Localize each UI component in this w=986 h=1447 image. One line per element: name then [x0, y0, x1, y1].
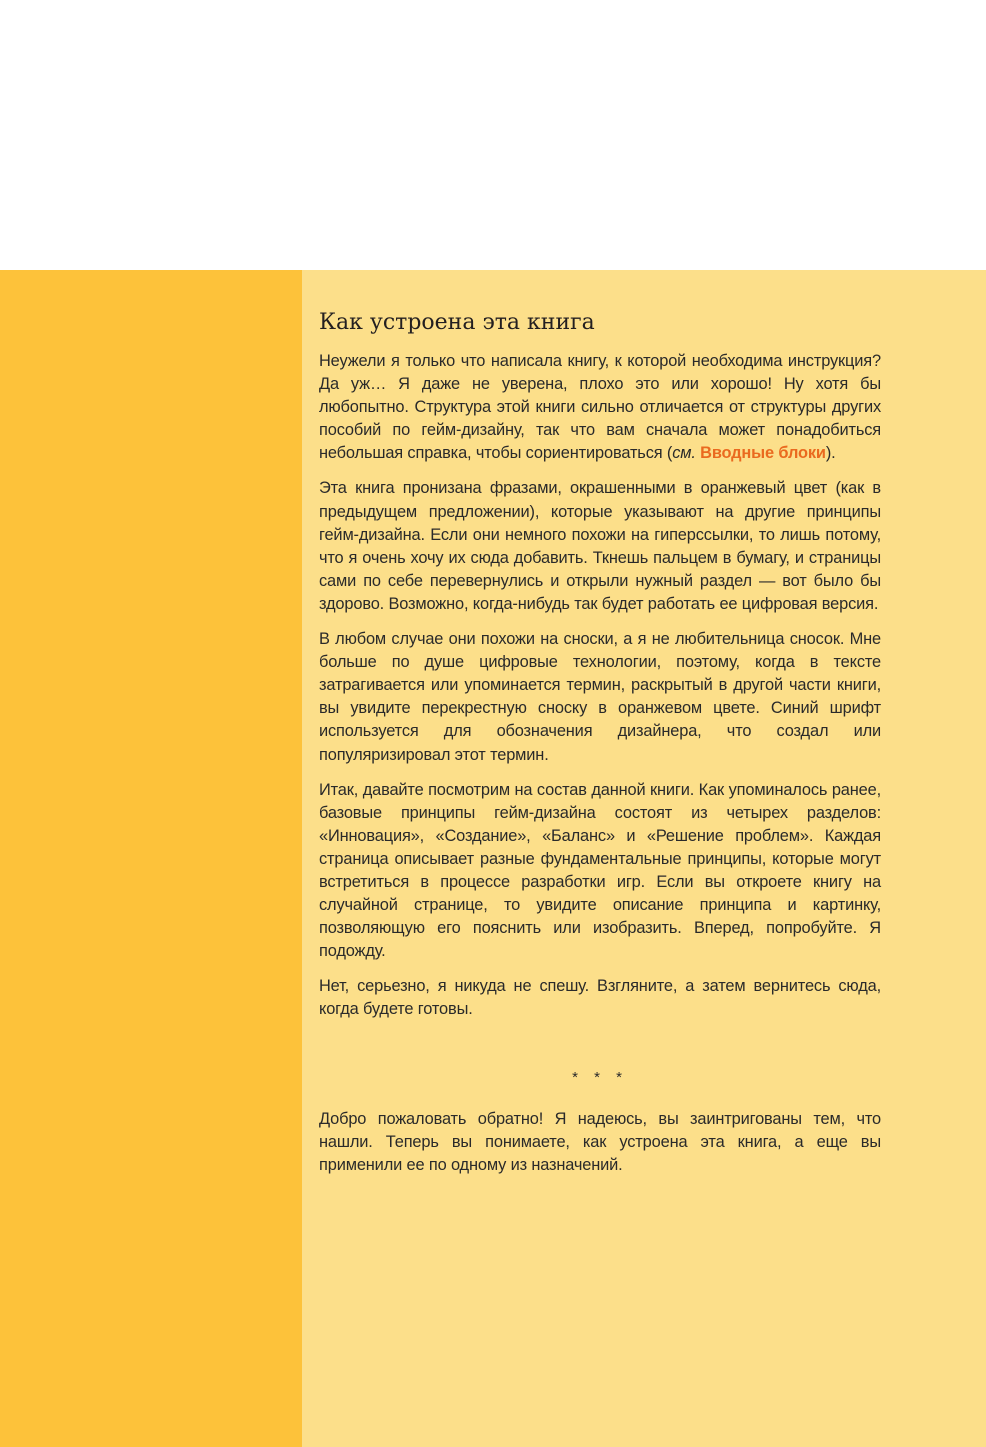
text-column	[319, 306, 881, 1189]
paragraph-6: Добро пожаловать обратно! Я надеюсь, вы заинтригованы тем, что нашли. Теперь вы понимаете, как устроена эта книга, а еще вы применили ее по одному из назначений.	[319, 1109, 881, 1174]
cross-reference-link[interactable]: Вводные блоки	[700, 444, 826, 463]
paragraph-1-text: Неужели я только что написала книгу, к которой необходима инструкция? Да уж… Я даже не уверена, плохо это или хорошо! Ну хотя бы любопытно. Структура этой книги сильно отличается от структуры других пособий по гейм-дизайну, так что вам сначала может понадобиться небольшая справка, чтобы сориентироваться (	[319, 352, 881, 463]
left-color-band	[0, 270, 302, 1447]
see-reference: см.	[672, 444, 696, 463]
section-title: Как устроена эта книга	[319, 310, 595, 335]
paragraph-3: В любом случае они похожи на сноски, а я не любительница сносок. Мне больше по душе цифровые технологии, поэтому, когда в тексте затрагивается или упоминается термин, раскрытый в другой части книги, вы увидите перекрестную сноску в оранжевом цвете. Синий шрифт используется для обозначения дизайнера, что создал или популяризировал этот термин.	[319, 630, 881, 764]
paragraph-5: Нет, серьезно, я никуда не спешу. Взгляните, а затем вернитесь сюда, когда будете готовы.	[319, 977, 881, 1019]
paragraph-4: Итак, давайте посмотрим на состав данной книги. Как упоминалось ранее, базовые принципы гейм-дизайна состоят из четырех разделов: «Инновация», «Создание», «Баланс» и «Решение проблем». Каждая страница описывает разные фундаментальные принципы, которые могут встретиться в процессе разработки игр. Если вы откроете книгу на случайной странице, то увидите описание принципа и картинку, позволяющую его пояснить или изобразить. Вперед, попробуйте. Я подожду.	[319, 780, 881, 961]
section-separator: * * *	[572, 1068, 628, 1086]
paragraph-1	[319, 350, 881, 465]
paragraph-1-end: ).	[825, 444, 836, 463]
paragraph-2: Эта книга пронизана фразами, окрашенными в оранжевый цвет (как в предыдущем предложении), которые указывают на другие принципы гейм-дизайна. Если они немного похожи на гиперссылки, то лишь потому, что я очень хочу их сюда добавить. Ткнешь пальцем в бумагу, и страницы сами по себе перевернулись и открыли нужный раздел — вот было бы здорово. Возможно, когда-нибудь так будет работать ее цифровая версия.	[319, 479, 881, 613]
